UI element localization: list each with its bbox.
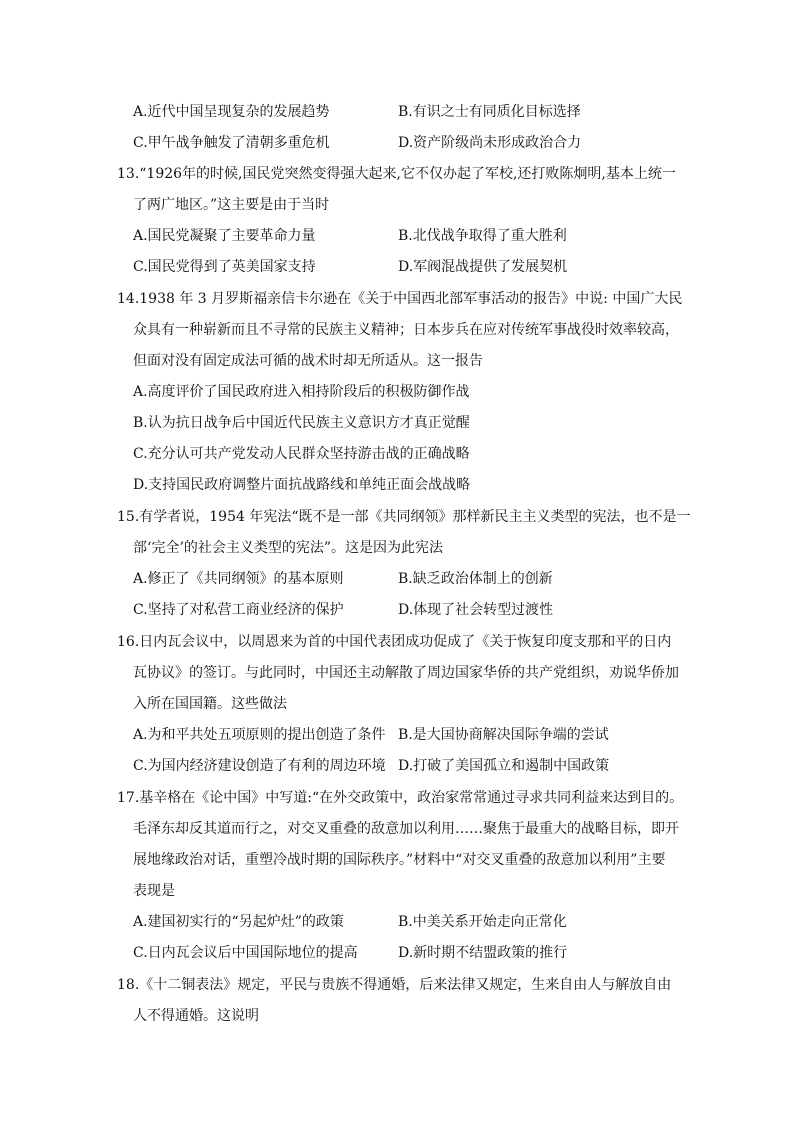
q14-stem-line3: 但面对没有固定成法可循的战术时却无所适从。这一报告	[133, 353, 483, 369]
q16-option-a: A.为和平共处五项原则的提出创造了条件	[133, 727, 386, 743]
q17-option-d: D.新时期不结盟政策的推行	[398, 945, 568, 961]
q14-option-c: C.充分认可共产党发动人民群众坚持游击战的正确战略	[133, 446, 470, 462]
q12-option-c: C.甲午战争触发了清朝多重危机	[133, 135, 330, 151]
q15-stem-line1: 15.有学者说，1954 年宪法“既不是一部《共同纲领》那样新民主主义类型的宪法，也不是一	[117, 509, 691, 525]
q17-option-a: A.建国初实行的“另起炉灶”的政策	[133, 914, 344, 930]
q18-stem-line1: 18.《十二铜表法》规定，平民与贵族不得通婚，后来法律又规定，生来自由人与解放自由	[117, 977, 672, 993]
q17-option-b: B.中美关系开始走向正常化	[398, 914, 567, 930]
q13-option-a: A.国民党凝聚了主要革命力量	[133, 228, 316, 244]
q15-option-d: D.体现了社会转型过渡性	[398, 602, 554, 618]
q14-option-d: D.支持国民政府调整片面抗战路线和单纯正面会战战略	[133, 477, 471, 493]
q16-stem-line1: 16.日内瓦会议中，以周恩来为首的中国代表团成功促成了《关于恢复印度支那和平的日内	[117, 634, 672, 650]
q16-option-b: B.是大国协商解决国际争端的尝试	[398, 727, 609, 743]
q16-stem-line2: 瓦协议》的签订。与此同时，中国还主动解散了周边国家华侨的共产党组织，劝说华侨加	[133, 665, 679, 681]
q17-stem-line1: 17.基辛格在《论中国》中写道:“在外交政策中，政治家常常通过寻求共同利益来达到目的。	[117, 790, 684, 806]
q13-stem-line2: 了两广地区。”这主要是由于当时	[133, 197, 330, 213]
q12-option-b: B.有识之士有同质化目标选择	[398, 104, 581, 120]
q14-option-a: A.高度评价了国民政府进入相持阶段后的积极防御作战	[133, 384, 470, 400]
q18-stem-line2: 人不得通婚。这说明	[133, 1008, 259, 1024]
q15-option-a: A.修正了《共同纲领》的基本原则	[133, 571, 344, 587]
q13-stem-line1: 13.“1926年的时候,国民党突然变得强大起来,它不仅办起了军校,还打败陈炯明,基本上统一	[117, 166, 676, 182]
q17-stem-line3: 展地缘政治对话，重塑冷战时期的国际秩序。”材料中“对交叉重叠的敌意加以利用”主要	[133, 852, 666, 868]
q13-option-d: D.军阀混战提供了发展契机	[398, 259, 568, 275]
q15-option-c: C.坚持了对私营工商业经济的保护	[133, 602, 344, 618]
q13-option-b: B.北伐战争取得了重大胜利	[398, 228, 567, 244]
q14-stem-line1: 14.1938 年 3 月罗斯福亲信卡尔逊在《关于中国西北部军事活动的报告》中说: 中国广大民	[117, 291, 683, 307]
q17-option-c: C.日内瓦会议后中国国际地位的提高	[133, 945, 358, 961]
q17-stem-line4: 表现是	[133, 883, 175, 899]
q15-option-b: B.缺乏政治体制上的创新	[398, 571, 553, 587]
q14-stem-line2: 众具有一种崭新而且不寻常的民族主义精神；日本步兵在应对传统军事战役时效率较高，	[133, 322, 679, 338]
q12-option-d: D.资产阶级尚未形成政治合力	[398, 135, 582, 151]
q15-stem-line2: 部‘完全’的社会主义类型的宪法”。这是因为此宪法	[133, 540, 444, 556]
q17-stem-line2: 毛泽东却反其道而行之，对交叉重叠的敌意加以利用……聚焦于最重大的战略目标，即开	[133, 821, 679, 837]
q16-option-c: C.为国内经济建设创造了有利的周边环境	[133, 758, 386, 774]
q16-stem-line3: 入所在国国籍。这些做法	[133, 696, 287, 712]
q14-option-b: B.认为抗日战争后中国近代民族主义意识方才真正觉醒	[133, 415, 470, 431]
q12-option-a: A.近代中国呈现复杂的发展趋势	[133, 104, 330, 120]
q16-option-d: D.打破了美国孤立和遏制中国政策	[398, 758, 610, 774]
q13-option-c: C.国民党得到了英美国家支持	[133, 259, 316, 275]
